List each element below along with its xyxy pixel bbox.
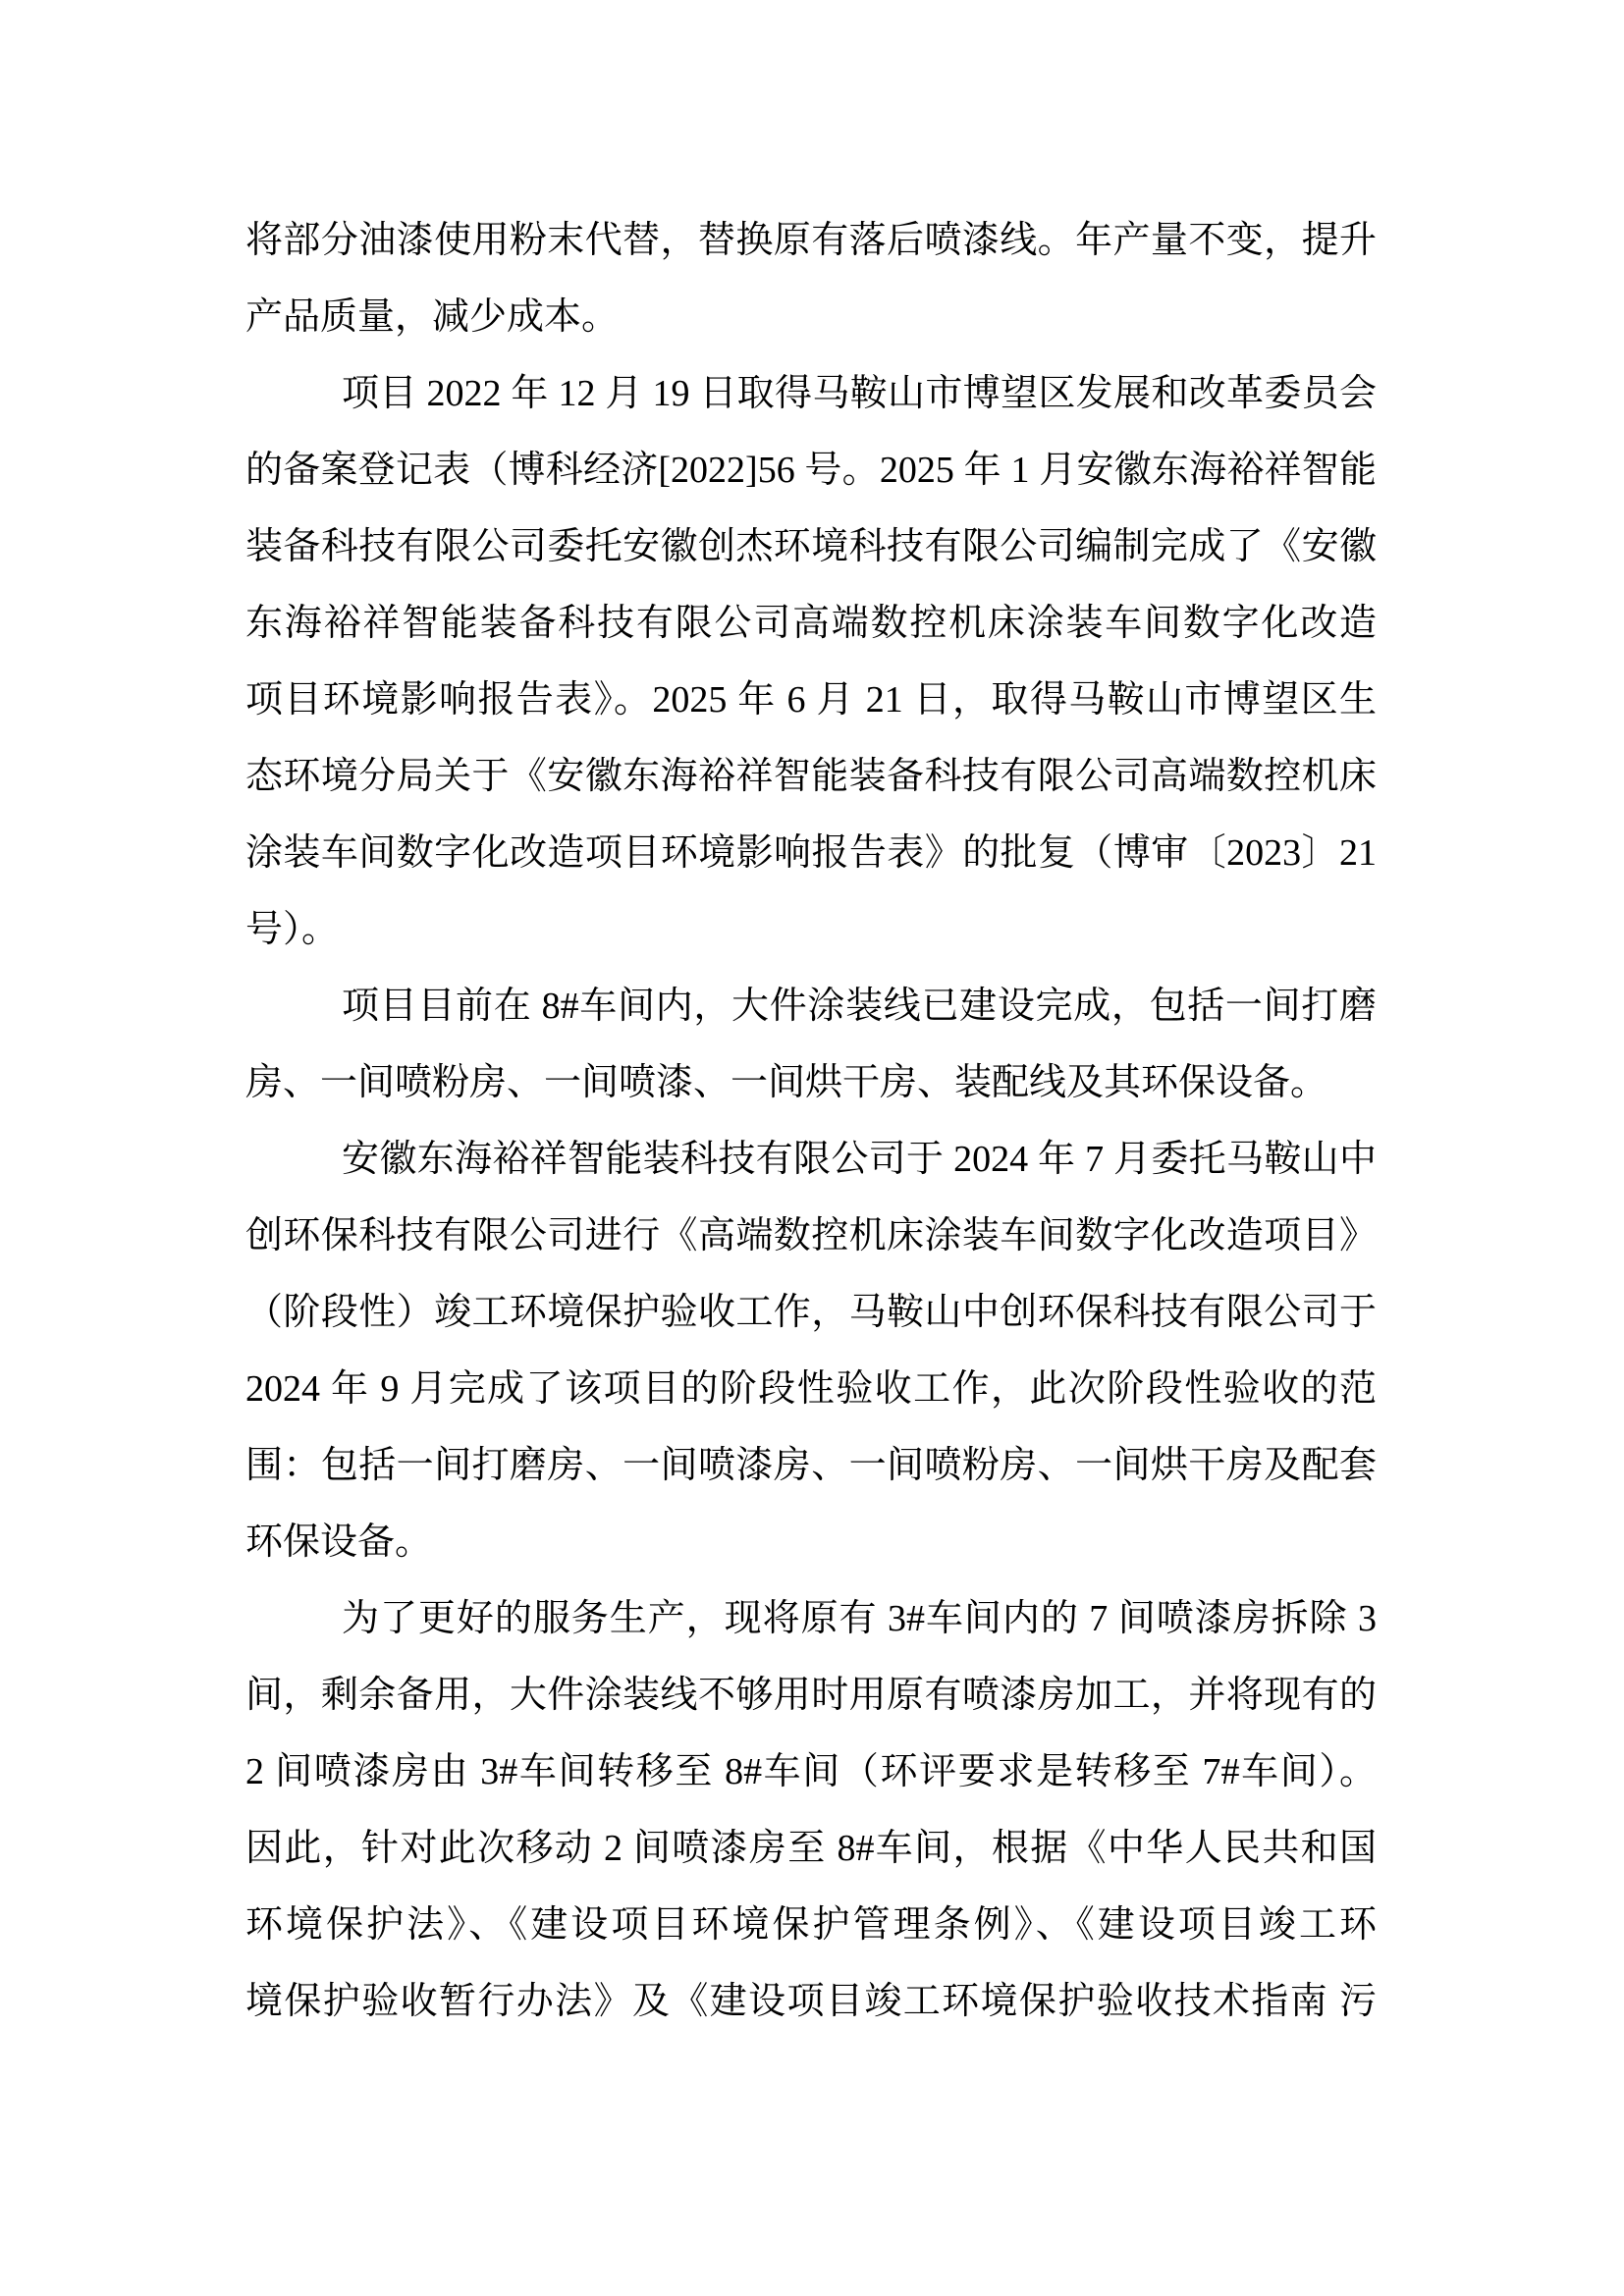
body-text: [245, 202, 1377, 2040]
text-line: 态环境分局关于《安徽东海裕祥智能装备科技有限公司高端数控机床: [245, 756, 1377, 797]
text-line: 装备科技有限公司委托安徽创杰环境科技有限公司编制完成了《安徽: [245, 526, 1377, 567]
text-line: 项目目前在 8#车间内，大件涂装线已建设完成，包括一间打磨: [342, 986, 1377, 1027]
text-line: 项目 2022 年 12 月 19 日取得马鞍山市博望区发展和改革委员会: [342, 373, 1377, 414]
text-line: 间，剩余备用，大件涂装线不够用时用原有喷漆房加工，并将现有的: [245, 1675, 1377, 1716]
text-line: 环保设备。: [245, 1522, 433, 1563]
text-line: 创环保科技有限公司进行《高端数控机床涂装车间数字化改造项目》: [245, 1215, 1377, 1256]
text-line: 2 间喷漆房由 3#车间转移至 8#车间（环评要求是转移至 7#车间）。: [245, 1751, 1377, 1792]
text-line: 的备案登记表（博科经济[2022]56 号。2025 年 1 月安徽东海裕祥智能: [245, 450, 1377, 491]
text-line: 涂装车间数字化改造项目环境影响报告表》的批复（博审〔2023〕21: [245, 832, 1377, 874]
text-line: 产品质量，减少成本。: [245, 296, 620, 338]
text-line: （阶段性）竣工环境保护验收工作，马鞍山中创环保科技有限公司于: [245, 1292, 1377, 1333]
text-line: 围：包括一间打磨房、一间喷漆房、一间喷粉房、一间烘干房及配套: [245, 1445, 1377, 1486]
text-line: 号）。: [245, 909, 340, 950]
text-line: 安徽东海裕祥智能装科技有限公司于 2024 年 7 月委托马鞍山中: [342, 1139, 1377, 1180]
text-line: 境保护验收暂行办法》及《建设项目竣工环境保护验收技术指南 污: [245, 1981, 1377, 2022]
text-line: 房、一间喷粉房、一间喷漆、一间烘干房、装配线及其环保设备。: [245, 1062, 1328, 1103]
text-line: 项目环境影响报告表》。2025 年 6 月 21 日，取得马鞍山市博望区生: [245, 679, 1377, 721]
text-line: 东海裕祥智能装备科技有限公司高端数控机床涂装车间数字化改造: [245, 603, 1377, 644]
text-line: 因此，针对此次移动 2 间喷漆房至 8#车间，根据《中华人民共和国: [245, 1828, 1377, 1869]
text-line: 将部分油漆使用粉末代替，替换原有落后喷漆线。年产量不变，提升: [245, 220, 1377, 261]
text-line: 为了更好的服务生产，现将原有 3#车间内的 7 间喷漆房拆除 3: [342, 1598, 1377, 1639]
text-line: 2024 年 9 月完成了该项目的阶段性验收工作，此次阶段性验收的范: [245, 1368, 1377, 1410]
text-line: 环境保护法》、《建设项目环境保护管理条例》、《建设项目竣工环: [245, 1904, 1377, 1946]
